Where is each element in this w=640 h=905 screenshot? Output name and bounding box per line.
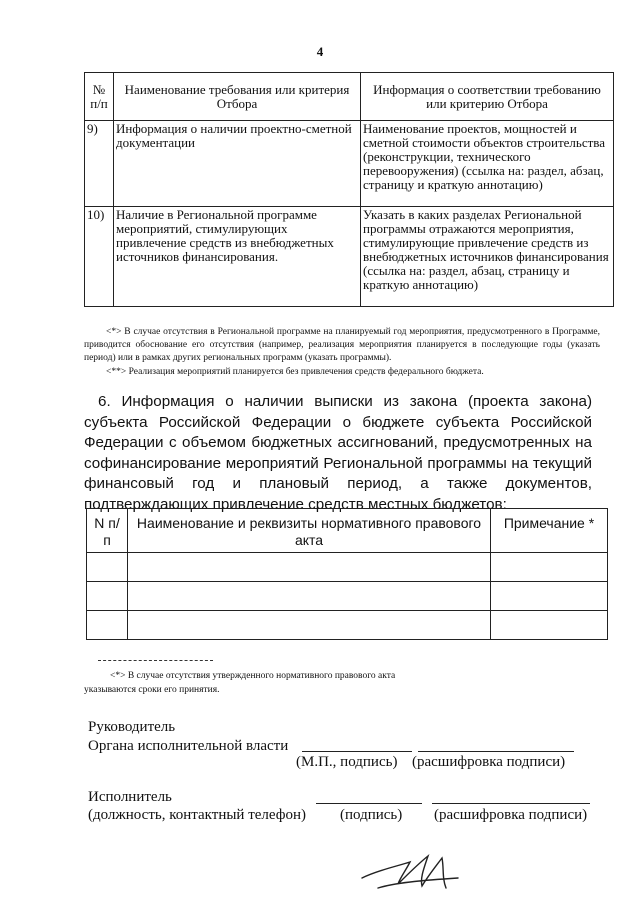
row-num	[87, 611, 128, 640]
header-info: Информация о соответствии требованию или критерию Отбора	[361, 73, 614, 121]
footnote-block	[84, 326, 600, 379]
table-row	[87, 553, 608, 582]
row-name: Информация о наличии проектно-сметной документации	[114, 121, 361, 207]
table-row	[87, 582, 608, 611]
row-num: 9)	[85, 121, 114, 207]
executor-caption-sign: (подпись)	[340, 807, 403, 823]
table-footnote-line-1: <*> В случае отсутствия утвержденного нормативного правового акта	[110, 671, 396, 681]
row-info: Наименование проектов, мощностей и сметной стоимости объектов строительства (реконструкции, технического перевооружения) (ссылка на: раздел, абзац, страницу и краткую аннотацию)	[361, 121, 614, 207]
table-footnote	[84, 670, 600, 697]
page-number: 4	[316, 44, 324, 59]
header-note: Примечание *	[491, 509, 608, 553]
table-header-row	[87, 509, 608, 553]
row-name	[128, 553, 491, 582]
footnote-separator	[98, 660, 213, 661]
head-signature-line	[302, 751, 412, 752]
footnote-1: <*> В случае отсутствия в Региональной программе на планируемый год мероприятия, предусмотренного в Программе, приводится обоснование его отсутствия (например, реализация мероприятия планируется в последующие годы (указать период) или в рамках других региональных программ (указать программы).	[84, 327, 600, 364]
head-caption-stamp: (М.П., подпись)	[296, 754, 398, 770]
header-name: Наименование требования или критерия Отбора	[114, 73, 361, 121]
table-row	[87, 611, 608, 640]
row-num	[87, 582, 128, 611]
table-row	[85, 121, 614, 207]
executor-title: Исполнитель	[88, 789, 172, 805]
header-name: Наименование и реквизиты нормативного правового акта	[128, 509, 491, 553]
table-row	[85, 207, 614, 307]
legal-acts-table	[86, 508, 608, 640]
row-num: 10)	[85, 207, 114, 307]
table-footnote-line-2: указываются сроки его принятия.	[84, 684, 220, 695]
head-decode-line	[418, 751, 574, 752]
footnote-2: <**> Реализация мероприятий планируется без привлечения средств федерального бюджета.	[106, 366, 484, 377]
row-num	[87, 553, 128, 582]
row-note	[491, 582, 608, 611]
row-name	[128, 611, 491, 640]
table-header-row	[85, 73, 614, 121]
criteria-table	[84, 72, 614, 307]
row-name	[128, 582, 491, 611]
head-caption-decode: (расшифровка подписи)	[412, 754, 566, 770]
head-org: Органа исполнительной власти	[88, 738, 289, 754]
row-note	[491, 553, 608, 582]
section-6-paragraph: 6. Информация о наличии выписки из закона (проекта закона) субъекта Российской Федерации о бюджете субъекта Российской Федерации с объемом бюджетных ассигнований, предусмотренных на софинансирование мероприятий Региональной программы на текущий финансовый год и плановый период, а также документов, подтверждающих привлечение средств местных бюджетов:	[84, 393, 592, 513]
row-info: Указать в каких разделах Региональной программы отражаются мероприятия, стимулирующие привлечение средств из внебюджетных источников финансирования (ссылка на: раздел, абзац, страницу и краткую аннотацию)	[361, 207, 614, 307]
header-num: № п/п	[85, 73, 114, 121]
executor-decode-line	[432, 803, 590, 804]
executor-caption-role: (должность, контактный телефон)	[88, 807, 306, 823]
header-num: N п/п	[87, 509, 128, 553]
row-note	[491, 611, 608, 640]
executor-caption-decode: (расшифровка подписи)	[434, 807, 588, 823]
executor-signature-line	[316, 803, 422, 804]
head-title: Руководитель	[88, 719, 176, 735]
handwritten-signature	[358, 848, 468, 894]
row-name: Наличие в Региональной программе мероприятий, стимулирующих привлечение средств из внебюджетных источников финансирования.	[114, 207, 361, 307]
